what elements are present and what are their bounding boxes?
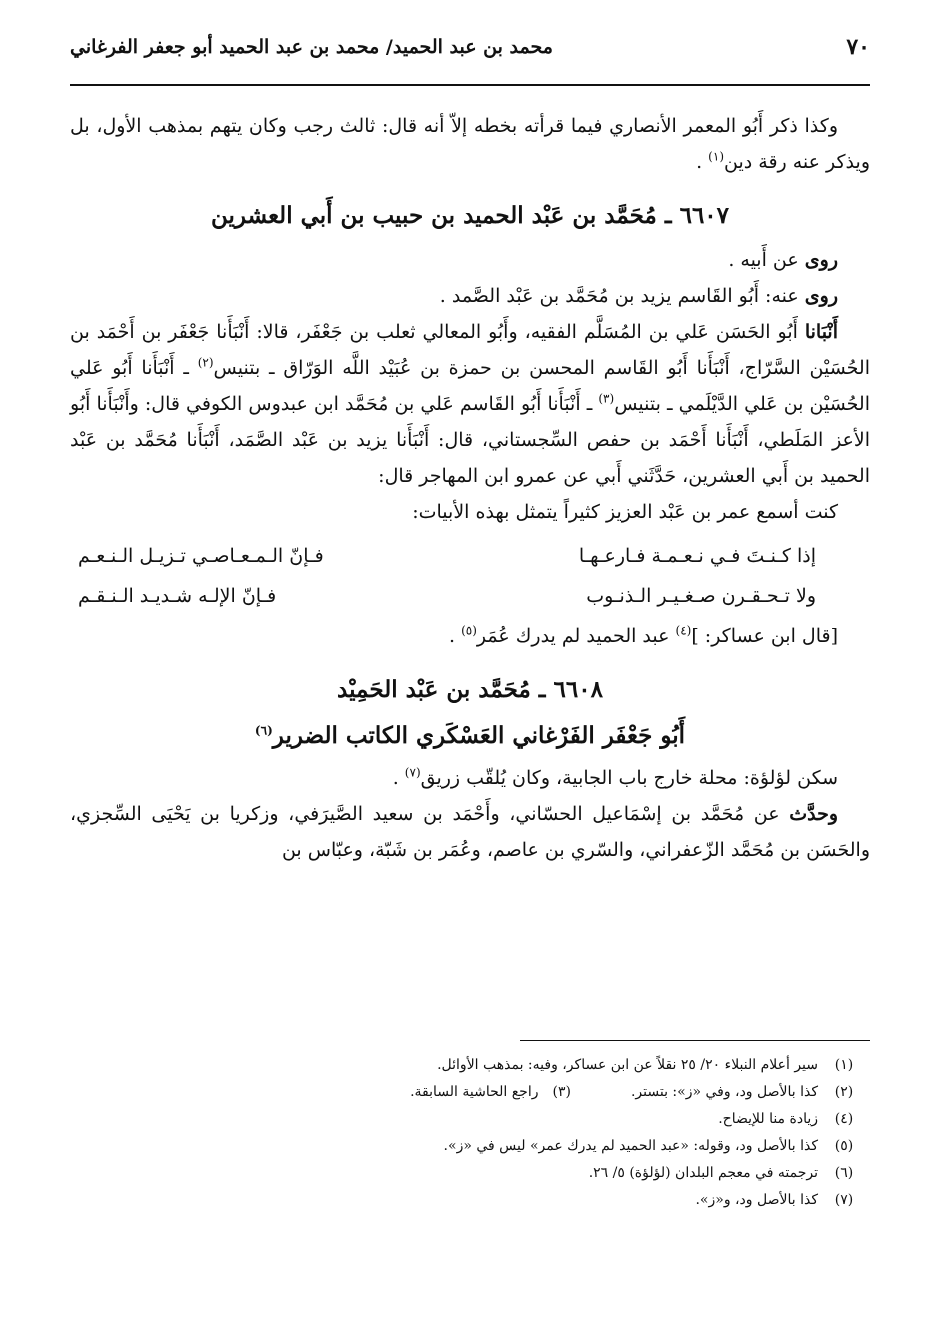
running-title: محمد بن عبد الحميد/ محمد بن عبد الحميد أبو جعفر الفرغاني bbox=[70, 36, 553, 58]
verse-second-hemistich: فـإنّ الإلـه شـديـد الـنـقـم bbox=[78, 585, 277, 607]
footnote-ref: (٤) bbox=[675, 623, 692, 638]
footnote-number: (٧) bbox=[834, 1192, 854, 1208]
footnote-number: (٤) bbox=[834, 1111, 854, 1127]
paragraph-text: أَبُو الحَسَن عَلي بن المُسَلَّم الفقيه، وأَبُو المعالي ثعلب بن جَعْفَر، قالا: أَنْبَأَنا جَعْفَر بن أَحْمَد بن الحُسَيْن السَّرّاج، أَنْبَأَنا أَبُو القَاسم المحسن بن حمزة بن عُبَيْد اللَّه الوَرّاق ـ بتنيس bbox=[70, 321, 870, 379]
footnote bbox=[70, 1133, 870, 1160]
footnote-separator bbox=[520, 1040, 870, 1041]
paragraph-text: . bbox=[448, 625, 462, 647]
paragraph bbox=[70, 278, 870, 314]
footnote-ref: (١) bbox=[708, 149, 724, 164]
paragraph-text: عبد الحميد لم يدرك عُمَر bbox=[476, 625, 676, 647]
footnote-text: كذا بالأصل ود، و«ز». bbox=[695, 1192, 818, 1208]
keyword: روى bbox=[804, 285, 838, 307]
paragraph-text: [قال ابن عساكر: ] bbox=[691, 625, 838, 647]
paragraph-text: وكذا ذكر أَبُو المعمر الأنصاري فيما قرأته بخطه إلاّ أنه قال: ثالث رجب وكان يتهم بمذهب الأول، بل ويذكر عنه رقة دين bbox=[70, 115, 870, 173]
footnote-text: ترجمته في معجم البلدان (لؤلؤة) ٥/ ٢٦. bbox=[588, 1165, 818, 1181]
paragraph: كنت أسمع عمر بن عَبْد العزيز كثيراً يتمثل بهذه الأبيات: bbox=[412, 501, 838, 523]
footnote-ref: (٣) bbox=[598, 391, 615, 406]
footnote-number: (١) bbox=[834, 1057, 854, 1073]
footnote bbox=[70, 1187, 870, 1214]
verse-first-hemistich: ولا تـحـقـرن صـغـيـر الـذنـوب bbox=[586, 585, 816, 607]
footnote-ref: (٥) bbox=[461, 623, 477, 638]
footnote-text: سير أعلام النبلاء ٢٠/ ٢٥ نقلاً عن ابن عساكر، وفيه: بمذهب الأوائل. bbox=[437, 1057, 818, 1073]
paragraph-text: عنه: أَبُو القَاسم يزيد بن مُحَمَّد بن عَبْد الصَّمد . bbox=[439, 285, 805, 307]
page-header bbox=[70, 28, 870, 86]
footnotes bbox=[70, 1052, 870, 1214]
subheading-text: أَبُو جَعْفَر الفَرْغاني العَسْكَري الكاتب الضرير bbox=[272, 722, 686, 749]
keyword: وحدَّث bbox=[789, 803, 838, 825]
paragraph-text: ـ أَنْبَأَنا أَبُو القَاسم عَلي بن مُحَمَّد ابن عبدوس الكوفي قال: وأَنْبَأَنا أَبُو الأعز المَلَطي، أَنْبَأَنا أَحْمَد بن حفص السِّجستاني، قال: أَنْبَأَنا يزيد بن عَبْد الصَّمَد، أَنْبَأَنا مُحَمَّد بن عَبْد الحميد بن أَبي العشرين، حَدَّثَني أَبي عن عمرو ابن المهاجر قال: bbox=[70, 393, 870, 487]
paragraph-text: عن أَبيه . bbox=[728, 249, 805, 271]
paragraph bbox=[70, 618, 870, 654]
footnote bbox=[70, 1052, 870, 1079]
paragraph-text: ـ أَنْبَأَنا أَبُو عَلي الحُسَيْن بن عَلي الدَّيْلَمي ـ بتنيس bbox=[70, 357, 871, 415]
footnote-number: (٢) bbox=[834, 1084, 854, 1100]
footnote-ref: (٦) bbox=[254, 723, 273, 738]
keyword: أَنْبَانا bbox=[804, 321, 838, 343]
paragraph bbox=[70, 760, 870, 796]
footnote-text: كذا بالأصل ود، وقوله: «عبد الحميد لم يدرك عمر» ليس في «ز». bbox=[443, 1138, 818, 1154]
verse-second-hemistich: فـإنّ الـمـعـاصـي تـزيـل الـنـعـم bbox=[78, 545, 324, 567]
paragraph-text: عن مُحَمَّد بن إسْمَاعيل الحسّاني، وأَحْمَد بن سعيد الصَّيرَفي، وزكريا بن يَحْيَى السِّجزي، والحَسَن بن مُحَمَّد الزّعفراني، والسّري بن عاصم، وعُمَر بن شَبّة، وعبّاس بن bbox=[70, 803, 870, 861]
footnote-ref: (٢) bbox=[197, 355, 214, 370]
paragraph-text: . bbox=[392, 767, 405, 789]
footnote-text: زيادة منا للإيضاح. bbox=[718, 1111, 818, 1127]
poem-verse bbox=[70, 536, 870, 576]
paragraph-text: سكن لؤلؤة: محلة خارج باب الجابية، وكان يُلقّب زريق bbox=[420, 767, 838, 789]
poem bbox=[70, 536, 870, 616]
footnote bbox=[70, 1106, 870, 1133]
entry-heading: ٦٦٠٧ ـ مُحَمَّد بن عَبْد الحميد بن حبيب بن أَبي العشرين bbox=[210, 202, 730, 229]
footnote bbox=[70, 1160, 870, 1187]
footnote-number: (٥) bbox=[834, 1138, 854, 1154]
paragraph: وكذا ذكر أَبُو المعمر الأنصاري فيما قرأته بخطه إلاّ أنه قال: ثالث رجب وكان يتهم بمذهب الأول، بل ويذكر عنه رقة دين$^{(١)}$ . bbox=[70, 115, 870, 173]
poem-verse bbox=[70, 576, 870, 616]
page-number: ٧٠ bbox=[846, 34, 870, 60]
entry-heading: ٦٦٠٨ ـ مُحَمَّد بن عَبْد الحَمِيْد bbox=[337, 676, 603, 703]
keyword: روى bbox=[804, 249, 838, 271]
main-text bbox=[70, 108, 870, 868]
footnote-number: (٦) bbox=[834, 1165, 854, 1181]
footnote-text: راجع الحاشية السابقة. bbox=[410, 1084, 539, 1100]
entry-subheading bbox=[70, 716, 870, 756]
footnote-ref: (٧) bbox=[404, 765, 421, 780]
footnote-number: (٣) bbox=[552, 1084, 571, 1100]
paragraph bbox=[70, 796, 870, 868]
isnad-paragraph bbox=[70, 314, 870, 494]
paragraph bbox=[70, 242, 870, 278]
verse-first-hemistich: إذا كـنـتَ فـي نـعـمـة فـارعـهـا bbox=[578, 545, 816, 567]
footnote-text: كذا بالأصل ود، وفي «ز»: بتستر. bbox=[630, 1084, 818, 1100]
footnote bbox=[70, 1079, 870, 1106]
